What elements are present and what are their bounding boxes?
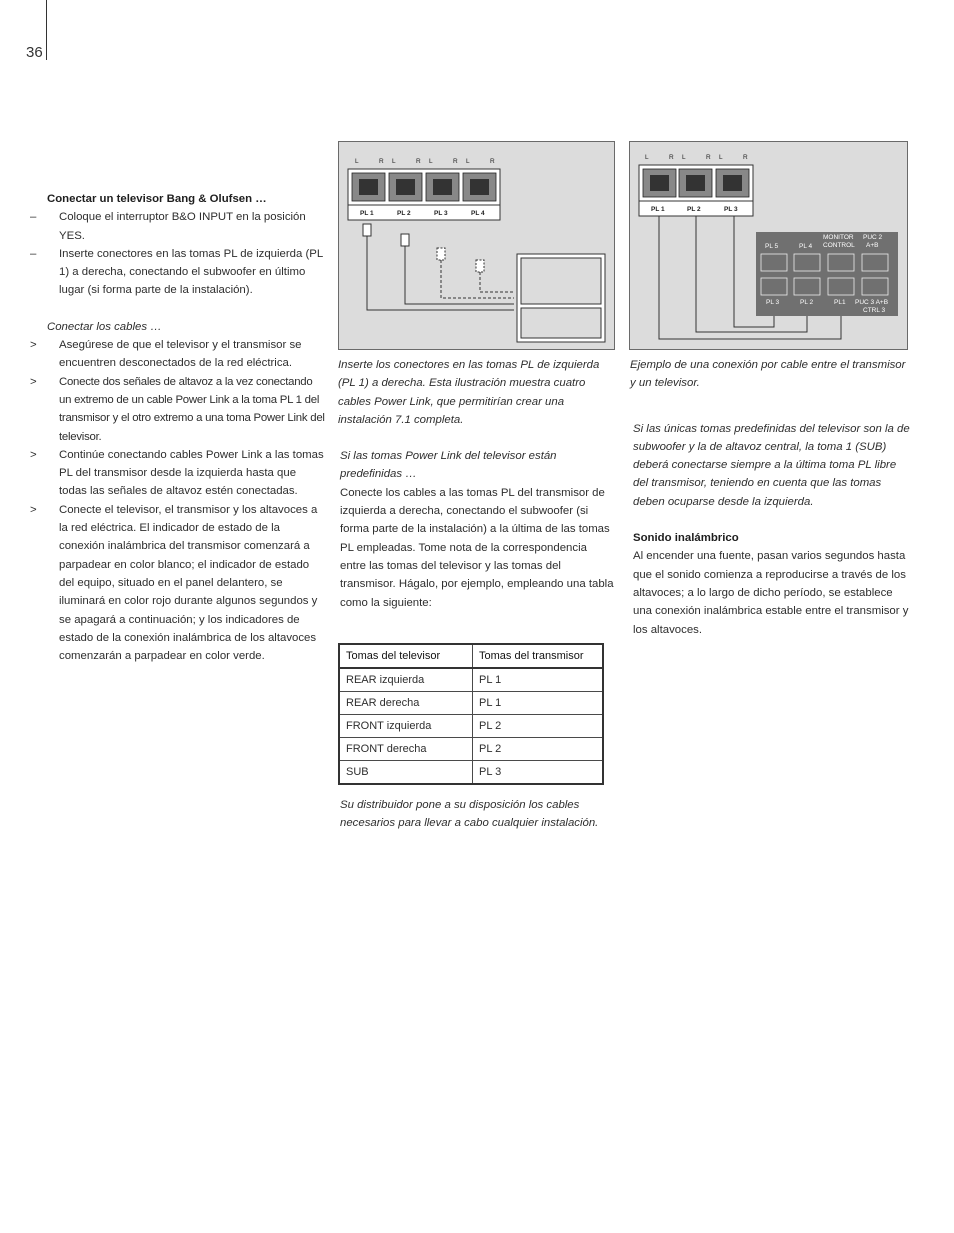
tv-connection-illustration xyxy=(630,142,907,349)
table-row xyxy=(339,715,603,738)
list-item: > Conecte dos señales de altavoz a la vez conectando un extremo de un cable Power Link a la toma PL 1 del transmisor y el otro extremo a una toma Power Link del televisor. xyxy=(47,373,325,446)
subsection-heading: Conectar los cables … xyxy=(47,320,162,333)
connection-illustration xyxy=(339,142,614,349)
lr-label: L xyxy=(645,154,649,161)
table-row xyxy=(339,668,603,692)
lr-label: L xyxy=(466,158,470,165)
table-row xyxy=(339,692,603,715)
tv-port-label: CTRL 3 xyxy=(863,307,886,314)
page-number: 36 xyxy=(26,44,43,61)
table-header: Tomas del transmisor xyxy=(473,644,604,668)
table-cell: FRONT izquierda xyxy=(339,715,473,738)
figure-caption: Inserte los conectores en las tomas PL de izquierda (PL 1) a derecha. Esta ilustración muestra cuatro cables Power Link, que permitirían crear una instalación 7.1 completa. xyxy=(338,359,600,426)
lr-label: L xyxy=(429,158,433,165)
tv-port-label: PL 3 xyxy=(766,299,780,306)
margin-rule xyxy=(46,0,47,60)
body-text: Conecte los cables a las tomas PL del transmisor de izquierda a derecha, conectando el subwoofer (si forma parte de la instalación) a la última de las tomas PL empleadas. Tome nota de la correspondencia entre las tomas del televisor y las tomas del transmisor. Hágalo, por ejemplo, empleando una tabla como la siguiente: xyxy=(340,486,614,609)
table-cell: PL 3 xyxy=(473,761,604,785)
tv-port-label: A+B xyxy=(866,242,879,249)
lr-label: R xyxy=(453,158,458,165)
list-item: > Asegúrese de que el televisor y el transmisor se encuentren desconectados de la red eléctrica. xyxy=(47,336,325,373)
port-label: PL 2 xyxy=(397,210,411,217)
tv-port-label: MONITOR xyxy=(823,234,854,241)
lr-label: L xyxy=(392,158,396,165)
lr-label: R xyxy=(706,154,711,161)
table-cell: PL 1 xyxy=(473,668,604,692)
table-cell: PL 1 xyxy=(473,692,604,715)
lr-label: L xyxy=(719,154,723,161)
tv-port-label: PUC 3 A+B xyxy=(855,299,889,306)
lr-label: L xyxy=(682,154,686,161)
section-heading: Conectar un televisor Bang & Olufsen … xyxy=(47,193,267,205)
table-cell: REAR izquierda xyxy=(339,668,473,692)
port-label: PL 3 xyxy=(724,206,738,213)
list-item: – Coloque el interruptor B&O INPUT en la posición YES. xyxy=(47,208,325,245)
lr-label: R xyxy=(379,158,384,165)
list-item: – Inserte conectores en las tomas PL de izquierda (PL 1) a derecha, conectando el subwoofer en último lugar (si forma parte de la instalación). xyxy=(47,245,325,300)
table-row xyxy=(339,738,603,761)
port-label: PL 1 xyxy=(651,206,665,213)
column-left xyxy=(47,190,325,665)
instruction-list xyxy=(47,208,325,299)
table-cell: SUB xyxy=(339,761,473,785)
figure-power-link-cables xyxy=(338,141,615,350)
table-header-row xyxy=(339,644,603,668)
lr-label: L xyxy=(355,158,359,165)
dealer-note: Su distribuidor pone a su disposición los cables necesarios para llevar a cabo cualquier instalación. xyxy=(340,799,599,830)
port-label: PL 1 xyxy=(360,210,374,217)
table-cell: PL 2 xyxy=(473,738,604,761)
tv-port-label: PL 5 xyxy=(765,243,779,250)
list-item: > Continúe conectando cables Power Link a las tomas PL del transmisor desde la izquierda hasta que todas las señales de altavoz estén conectadas. xyxy=(47,446,325,501)
table-header: Tomas del televisor xyxy=(339,644,473,668)
lr-label: R xyxy=(490,158,495,165)
port-label: PL 3 xyxy=(434,210,448,217)
body-text: Al encender una fuente, pasan varios segundos hasta que el sonido comienza a reproducirse a través de los altavoces; a lo largo de dicho período, se establece una conexión inalámbrica estable entre el transmisor y los altavoces. xyxy=(633,550,909,636)
figure-caption: Ejemplo de una conexión por cable entre el transmisor y un televisor. xyxy=(630,359,906,390)
column-middle xyxy=(338,356,616,612)
lr-label: R xyxy=(669,154,674,161)
subsection-heading: Si las tomas Power Link del televisor están predefinidas … xyxy=(340,450,557,481)
tv-port-label: PL 4 xyxy=(799,243,813,250)
table-cell: FRONT derecha xyxy=(339,738,473,761)
figure-tv-connection xyxy=(629,141,908,350)
table-cell: REAR derecha xyxy=(339,692,473,715)
table-cell: PL 2 xyxy=(473,715,604,738)
port-label: PL 4 xyxy=(471,210,485,217)
correspondence-table xyxy=(338,643,604,785)
tv-port-label: PL1 xyxy=(834,299,846,306)
section-heading: Sonido inalámbrico xyxy=(633,532,739,545)
table-row xyxy=(339,761,603,785)
tv-port-label: PUC 2 xyxy=(863,234,883,241)
predefined-note: Si las únicas tomas predefinidas del televisor son la de subwoofer y la de altavoz central, la toma 1 (SUB) deberá conectarse siempre a la última toma PL libre del transmisor, teniendo en cuenta que las tomas deben ocuparse desde la izquierda. xyxy=(633,422,910,508)
lr-label: R xyxy=(416,158,421,165)
tv-port-label: PL 2 xyxy=(800,299,814,306)
steps-list xyxy=(47,336,325,665)
lr-label: R xyxy=(743,154,748,161)
tv-port-label: CONTROL xyxy=(823,242,855,249)
list-item: > Conecte el televisor, el transmisor y los altavoces a la red eléctrica. El indicador de estado de la conexión inalámbrica del transmisor comenzará a parpadear en color blanco; el indicador de estado del equipo, situado en el panel delantero, se iluminará en color rojo durante algunos segundos y se apagará a continuación; y los indicadores de estado de la conexión inalámbrica de los altavoces comenzarán a parpadear en color verde. xyxy=(47,501,325,666)
port-label: PL 2 xyxy=(687,206,701,213)
column-right xyxy=(630,356,910,639)
